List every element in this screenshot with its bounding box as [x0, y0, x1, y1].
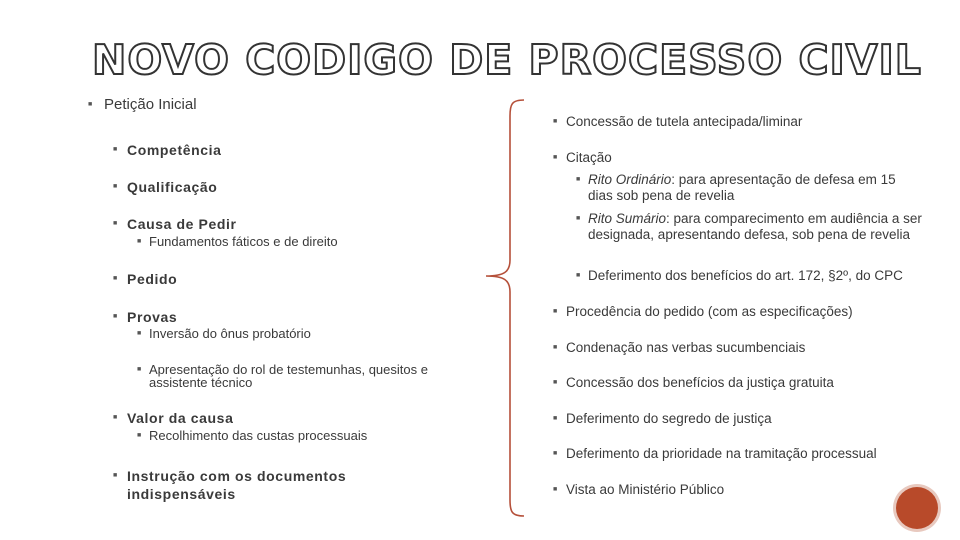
subitem-deferimento-art-172: Deferimento dos benefícios do art. 172, §2º, do CPC [588, 268, 903, 283]
item-condenacao-verbas: Condenação nas verbas sucumbenciais [566, 340, 806, 355]
bullet-icon: ■ [137, 330, 142, 337]
rito-ordinario-text: : para apresentação de defesa em 15 dias sob pena de revelia [588, 172, 896, 203]
item-causa-de-pedir: Causa de Pedir [127, 216, 237, 232]
bullet-icon: ■ [113, 183, 118, 190]
item-competencia: Competência [127, 142, 222, 158]
subitem-fundamentos: Fundamentos fáticos e de direito [149, 234, 338, 249]
curly-brace-divider [478, 96, 528, 524]
subitem-rol-testemunhas-line2: assistente técnico [149, 375, 253, 390]
bullet-icon: ■ [576, 215, 581, 222]
page-title: NOVO CODIGO DE PROCESSO CIVIL [92, 36, 922, 84]
bullet-icon: ■ [576, 176, 581, 183]
item-instrucao-line1: Instrução com os documentos [127, 468, 347, 484]
rito-sumario-label: Rito Sumário [588, 211, 667, 226]
bullet-icon: ■ [553, 308, 558, 315]
bullet-icon: ■ [553, 486, 558, 493]
rito-ordinario-label: Rito Ordinário [588, 172, 672, 187]
bullet-icon: ■ [113, 414, 118, 421]
item-justica-gratuita: Concessão dos benefícios da justiça gratuita [566, 375, 834, 390]
subitem-rito-sumario [588, 211, 923, 243]
bullet-icon: ■ [553, 450, 558, 457]
bullet-icon: ■ [113, 275, 118, 282]
bullet-icon: ■ [553, 415, 558, 422]
item-qualificacao: Qualificação [127, 179, 218, 195]
item-pedido: Pedido [127, 271, 178, 287]
bullet-icon: ■ [576, 272, 581, 279]
bullet-icon: ■ [553, 154, 558, 161]
bullet-icon: ■ [553, 379, 558, 386]
bullet-icon: ■ [113, 146, 118, 153]
item-citacao: Citação [566, 150, 612, 165]
bullet-icon: ■ [137, 432, 142, 439]
bullet-icon: ■ [88, 101, 93, 108]
bullet-icon: ■ [113, 220, 118, 227]
item-provas: Provas [127, 309, 178, 325]
item-prioridade-tramitacao: Deferimento da prioridade na tramitação processual [566, 446, 877, 461]
bullet-icon: ■ [553, 344, 558, 351]
item-segredo-justica: Deferimento do segredo de justiça [566, 411, 772, 426]
item-instrucao-line2: indispensáveis [127, 486, 236, 502]
item-peticao-inicial: Petição Inicial [104, 96, 197, 113]
slide-badge-icon [896, 487, 938, 529]
subitem-rito-ordinario [588, 172, 923, 204]
bullet-icon: ■ [113, 472, 118, 479]
bullet-icon: ■ [553, 118, 558, 125]
rito-sumario-text: : para comparecimento em audiência a ser designada, apresentando defesa, sob pena de revelia [588, 211, 922, 242]
item-tutela-antecipada: Concessão de tutela antecipada/liminar [566, 114, 803, 129]
subitem-rol-testemunhas-line1: Apresentação do rol de testemunhas, quesitos e [149, 362, 428, 377]
subitem-recolhimento-custas: Recolhimento das custas processuais [149, 428, 368, 443]
bullet-icon: ■ [137, 366, 142, 373]
item-ministerio-publico: Vista ao Ministério Público [566, 482, 725, 497]
item-procedencia-pedido: Procedência do pedido (com as especificações) [566, 304, 853, 319]
bullet-icon: ■ [113, 313, 118, 320]
subitem-inversao-onus: Inversão do ônus probatório [149, 326, 311, 341]
item-valor-da-causa: Valor da causa [127, 410, 234, 426]
bullet-icon: ■ [137, 238, 142, 245]
